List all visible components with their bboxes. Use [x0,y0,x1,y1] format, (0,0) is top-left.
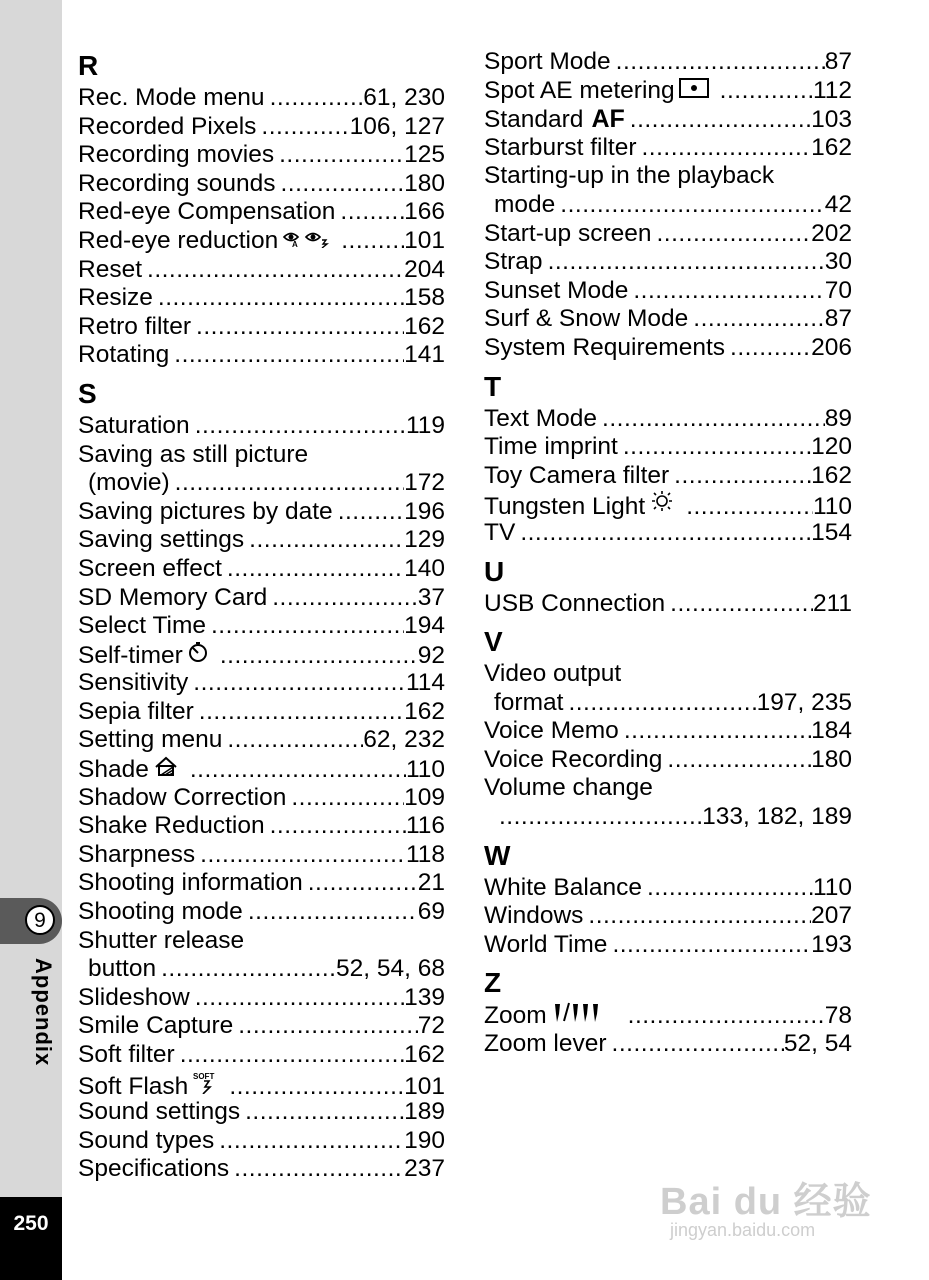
chapter-sidebar [0,0,62,1280]
index-entry [484,134,852,163]
dot-leader [200,841,406,870]
index-entry-term: Recorded Pixels [78,112,257,140]
index-entry-term: Voice Recording [484,745,663,773]
index-entry [484,931,852,960]
index-entry [78,784,445,813]
index-entry-term: Reset [78,255,143,283]
index-entry-term: Screen effect [78,554,222,582]
dot-leader [520,519,811,548]
index-entry-pages: 141 [404,341,445,369]
index-entry [484,462,852,491]
index-entry-pages: 78 [824,1002,852,1030]
index-entry [78,1098,445,1127]
dot-leader [248,898,418,927]
af-mark: AF [591,105,625,134]
dot-leader [174,341,404,370]
index-entry [78,841,445,870]
index-entry-pages: 140 [404,554,445,582]
index-entry-pages: 30 [824,248,852,276]
dot-leader [588,902,811,931]
index-entry-pages: 211 [812,589,852,617]
index-entry-pages: 42 [824,190,852,218]
dot-leader [147,256,404,285]
index-entry [484,48,852,77]
dot-leader [234,1155,404,1184]
index-entry-pages: 194 [404,612,445,640]
index-entry-pages: 237 [404,1155,445,1183]
index-letter-heading: Z [484,967,502,999]
dot-leader [199,698,404,727]
index-entry-pages: 162 [404,312,445,340]
index-entry [78,284,445,313]
index-entry-term: Select Time [78,612,206,640]
index-entry-pages: 196 [404,497,445,525]
index-entry-pages: 133, 182, 189 [702,803,852,831]
index-entry-pages: 119 [405,411,445,439]
index-entry [484,191,852,220]
index-entry-pages: 206 [811,333,852,361]
index-entry-term: Specifications [78,1155,230,1183]
index-entry [78,1070,445,1099]
dot-leader [308,869,418,898]
index-entry [78,84,445,113]
index-entry-term: System Requirements [484,333,726,361]
shade-icon [153,755,179,777]
index-entry-pages: 70 [824,276,852,304]
index-column-right [484,48,852,1059]
index-entry-term: Shake Reduction [78,812,265,840]
index-entry-term: Surf & Snow Mode [484,305,689,333]
index-entry-term: Sport Mode [484,48,611,75]
index-entry-term: White Balance [484,873,642,901]
index-entry-pages: 162 [811,133,852,161]
index-entry-term: Retro filter [78,312,192,340]
index-letter-heading: W [484,839,511,871]
index-entry-term: button [88,955,157,983]
dot-leader [279,141,404,170]
index-entry [484,1001,852,1030]
dot-leader [624,717,811,746]
index-entry-term: USB Connection [484,589,666,617]
watermark [650,1140,880,1250]
index-entry-pages: 114 [405,669,445,697]
index-entry-pages: 180 [811,745,852,773]
index-entry [78,641,445,670]
index-entry-pages: 110 [812,493,852,521]
index-entry-term: Recording movies [78,141,275,169]
index-entry-term: Sound types [78,1126,215,1154]
index-letter-heading: T [484,370,502,402]
index-entry-term: Voice Memo [484,717,619,745]
index-entry [78,812,445,841]
index-entry-term: Shadow Correction [78,783,287,811]
index-entry-term: Soft filter [78,1041,175,1068]
index-entry [484,803,852,832]
index-entry-term: Saving as still picture [78,440,309,468]
dot-leader [602,405,825,434]
index-entry [484,717,852,746]
index-entry-term: Time imprint [484,433,618,461]
index-letter-heading: U [484,555,505,587]
index-entry-term: Recording sounds [78,169,276,197]
index-entry-pages: 120 [811,433,852,461]
index-entry-pages: 106, 127 [349,112,445,140]
svg-text:SOFT: SOFT [193,1071,215,1081]
index-entry-pages: 62, 232 [363,726,445,754]
index-entry-term: Shade [78,755,190,785]
index-entry-term: SD Memory Card [78,583,268,611]
index-entry [484,874,852,903]
index-entry-term: Toy Camera filter [484,461,670,489]
dot-leader [238,1012,418,1041]
index-entry-pages: 110 [405,756,445,784]
index-entry [78,227,445,256]
index-entry [78,869,445,898]
index-entry-pages: 207 [811,902,852,930]
dot-leader [612,1030,784,1059]
index-entry-term: Text Mode [484,404,598,432]
index-entry [78,955,445,984]
dot-leader [667,746,811,775]
index-entry-term: Sunset Mode [484,276,629,304]
index-entry-term: TV [484,518,516,546]
index-entry [484,248,852,277]
index-entry [78,141,445,170]
index-entry-term: Video output [484,660,622,688]
index-entry-term: Shutter release [78,926,245,954]
index-entry [484,77,852,106]
dot-leader [180,1041,404,1070]
dot-leader [195,412,406,441]
dot-leader [338,498,404,527]
index-entry [78,584,445,613]
index-entry [78,1012,445,1041]
index-entry-pages: 180 [404,169,445,197]
dot-leader [270,84,364,113]
dot-leader [686,493,813,522]
index-entry-term: mode [494,190,556,218]
dot-leader [628,1002,825,1031]
dot-leader [616,48,825,77]
index-entry [78,755,445,784]
index-entry-pages: 72 [417,1012,445,1040]
index-entry-pages: 158 [404,284,445,312]
dot-leader [175,469,404,498]
index-entry [78,469,445,498]
chapter-label: Appendix [31,958,56,1067]
index-entry-term: Sharpness [78,840,196,868]
dot-leader [219,1127,404,1156]
dot-leader [630,106,811,135]
dot-leader [633,277,824,306]
index-entry-pages: 52, 54, 68 [336,955,445,983]
index-entry-pages: 101 [404,226,445,254]
dot-leader [270,812,406,841]
index-entry-term: Zoom [484,1001,628,1031]
tungsten-light-icon [649,490,675,514]
dot-leader [647,874,813,903]
dot-leader [642,134,812,163]
index-entry-term: Windows [484,902,584,930]
index-entry-pages: 52, 54 [783,1030,852,1058]
index-entry-pages: 154 [811,518,852,546]
index-entry [484,334,852,363]
index-entry-term: Spot AE metering [484,77,720,106]
index-entry-pages: 184 [811,717,852,745]
index-entry-term: World Time [484,930,608,958]
index-entry-pages: 112 [812,76,852,104]
index-entry-term: Saving pictures by date [78,497,333,525]
self-timer-icon [187,641,209,663]
index-entry-pages: 197, 235 [756,688,852,716]
index-entry [78,113,445,142]
index-entry-pages: 204 [404,255,445,283]
index-entry [78,498,445,527]
index-entry-term: Start-up screen [484,219,652,247]
index-entry-term: Shooting mode [78,898,243,926]
index-entry [484,105,852,134]
index-entry-pages: 116 [405,812,445,840]
index-entry-pages: 125 [404,141,445,169]
soft-flash-icon [192,1070,218,1094]
index-entry [78,698,445,727]
red-eye-flash-icon [282,228,330,248]
index-entry-term: Rec. Mode menu [78,84,265,111]
index-entry [78,198,445,227]
index-entry-pages: 189 [404,1098,445,1126]
index-entry-pages: 69 [417,898,445,926]
dot-leader [220,642,418,671]
index-entry-term: Saving settings [78,526,245,554]
index-entry-pages: 21 [417,869,445,897]
index-entry [78,726,445,755]
dot-leader [341,227,404,256]
index-entry-term: Soft Flash SOFT [78,1070,229,1102]
dot-leader [227,555,404,584]
index-entry-term: Red-eye Compensation [78,198,336,226]
index-entry-term: Starburst filter [484,133,637,161]
dot-leader [548,248,825,277]
dot-leader [193,669,406,698]
index-letter-heading: V [484,626,503,658]
dot-leader [195,984,404,1013]
index-entry [78,1155,445,1184]
index-entry [78,256,445,285]
index-entry-pages: 162 [404,1041,445,1068]
index-entry [78,612,445,641]
page-number: 250 [13,1212,49,1235]
index-entry [484,305,852,334]
index-entry [484,220,852,249]
index-entry-term: Sensitivity [78,669,189,697]
index-entry-term: Sepia filter [78,697,194,725]
index-entry-term: Saturation [78,411,190,439]
dot-leader [291,784,404,813]
index-entry-pages: 139 [404,983,445,1011]
watermark-url: jingyan.baidu.com [670,1220,816,1240]
index-entry-pages: 37 [417,583,445,611]
index-entry-pages: 162 [404,697,445,725]
index-entry [484,490,852,519]
index-entry [484,902,852,931]
dot-leader [340,198,404,227]
dot-leader [261,113,349,142]
dot-leader [730,334,811,363]
index-entry-pages: 193 [811,930,852,958]
dot-leader [229,1073,404,1102]
index-entry-term: Zoom lever [484,1030,607,1058]
dot-leader [280,170,404,199]
index-entry-pages: 162 [811,461,852,489]
index-entry [78,170,445,199]
dot-leader [196,313,404,342]
index-entry [78,341,445,370]
index-entry-term: (movie) [88,469,170,497]
index-entry [484,689,852,718]
index-entry [484,746,852,775]
dot-leader [560,191,824,220]
index-entry-term: Volume change [484,774,653,802]
dot-leader [568,689,756,718]
index-entry [484,590,852,619]
index-entry-term: Resize [78,284,153,312]
index-entry [484,405,852,434]
index-entry-pages: 110 [812,873,852,901]
index-entry [484,433,852,462]
dot-leader [272,584,418,613]
index-entry-term: Red-eye reduction A [78,227,341,256]
index-entry-term: Shooting information [78,869,303,897]
zoom-wide-tele-icon [551,1001,617,1023]
index-entry-pages: 129 [404,526,445,554]
index-entry [78,412,445,441]
index-entry [78,669,445,698]
index-entry [78,1041,445,1070]
index-entry [78,1127,445,1156]
index-entry-term: Self-timer [78,641,220,671]
index-entry-term: Smile Capture [78,1012,234,1040]
index-entry-term: Sound settings [78,1098,241,1126]
index-entry-term: Setting menu [78,726,223,754]
index-entry-pages: 87 [824,48,852,75]
dot-leader [249,526,404,555]
dot-leader [158,284,404,313]
index-entry [484,1030,852,1059]
watermark-brand: Bai du 经验 [660,1181,872,1223]
index-letter-heading: R [78,50,99,81]
svg-text:A: A [292,239,298,248]
index-entry [78,984,445,1013]
index-entry-pages: 103 [811,106,852,134]
index-entry-pages: 101 [404,1072,445,1100]
index-entry-term: Standard AF [484,105,625,134]
dot-leader [693,305,824,334]
index-entry-term: Slideshow [78,983,190,1011]
spot-metering-icon [679,78,709,98]
index-entry-pages: 118 [405,840,445,868]
dot-leader [657,220,812,249]
chapter-number: 9 [25,905,55,935]
page-number-box [0,1197,62,1280]
index-entry [78,898,445,927]
index-entry-pages: 190 [404,1126,445,1154]
dot-leader [674,462,811,491]
index-entry [78,526,445,555]
dot-leader [190,756,406,785]
index-entry-pages: 87 [824,305,852,333]
index-entry [78,313,445,342]
index-entry-term: format [494,688,564,716]
index-entry-term: Tungsten Light [484,490,686,522]
dot-leader [670,590,813,619]
dot-leader [245,1098,404,1127]
index-entry-term: Rotating [78,341,170,369]
index-entry-pages: 109 [404,783,445,811]
index-entry [484,277,852,306]
index-entry-pages: 92 [417,641,445,669]
dot-leader [612,931,811,960]
index-entry [78,555,445,584]
index-entry-term: Starting-up in the playback [484,162,775,190]
index-entry-pages: 61, 230 [363,84,445,111]
dot-leader [211,612,404,641]
index-entry-pages: 172 [404,469,445,497]
index-entry-pages: 166 [404,198,445,226]
dot-leader [499,803,702,832]
dot-leader [161,955,336,984]
index-entry-term: Strap [484,248,543,276]
dot-leader [227,726,363,755]
dot-leader [720,77,813,106]
index-entry-pages: 202 [811,219,852,247]
dot-leader [623,433,811,462]
index-entry-pages: 89 [824,404,852,432]
index-letter-heading: S [78,377,97,409]
index-entry [484,519,852,548]
index-column-left [78,48,445,1184]
